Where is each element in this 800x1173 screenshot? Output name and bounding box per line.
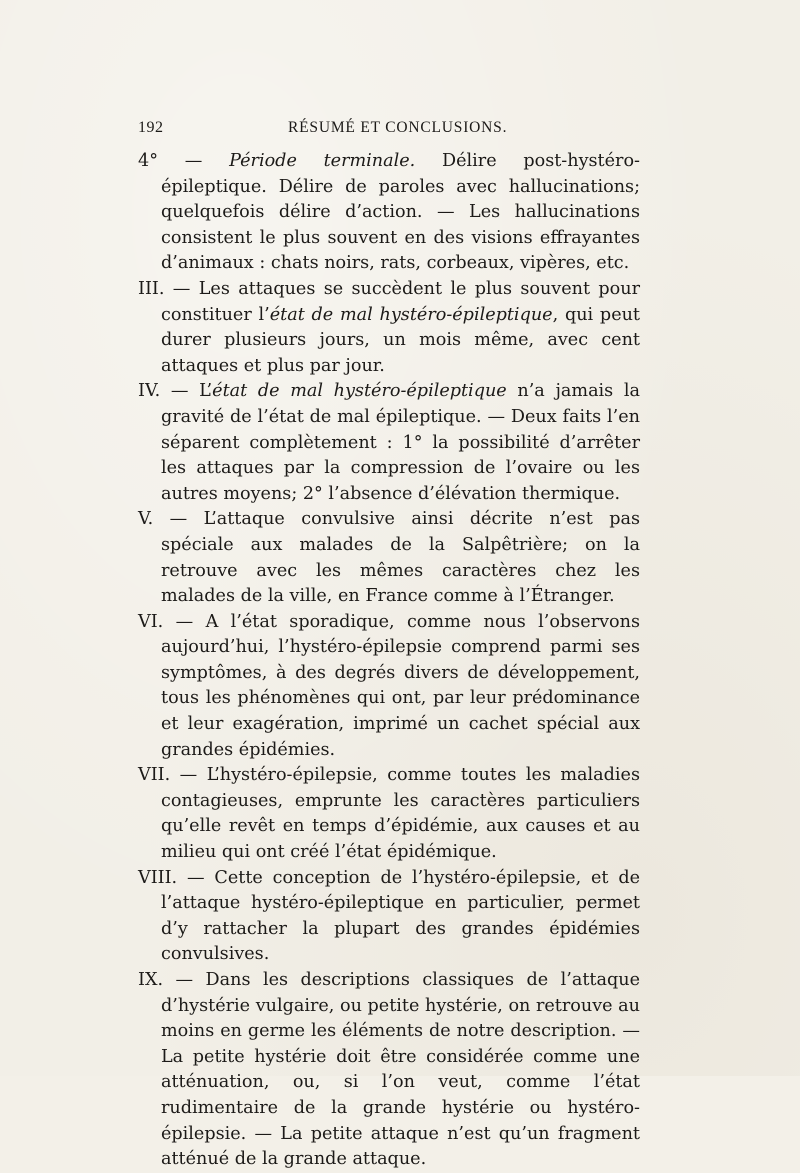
page-header (138, 119, 638, 141)
paragraph-lead: III. — (138, 278, 199, 299)
paragraph-4-periode-terminale (138, 149, 640, 277)
paragraph-text: Délire post-hystéro-épileptique. Délire de paroles avec hallucinations; quelquefois délire d’action. — Les hallucinations consistent le plus souvent en des visions effrayantes d’animaux : chats noirs, rats, corbeaux, vipères, etc. (161, 151, 640, 274)
paragraph-text: L’hystéro-épilepsie, comme toutes les maladies contagieuses, emprunte les caractères particuliers qu’elle revêt en temps d’épidémie, aux causes et au milieu qui ont créé l’état épidémique. (161, 765, 640, 863)
paragraph-text: , qui peut durer plusieurs jours, un mois même, avec cent attaques et plus par jour. (161, 304, 641, 376)
paragraph-lead: IX. — (138, 970, 206, 990)
paragraph-text: n’a jamais la gravité de l’état de mal épileptique. — Deux faits l’en séparent complètement : 1° la possibilité d’arrêter les attaques par la compression de l’ovaire ou les autres moyens; 2° l’absence d’élévation thermique. (161, 381, 640, 504)
running-title: RÉSUMÉ ET CONCLUSIONS. (288, 119, 508, 136)
emphasized-text: état de mal hystéro-épileptique (269, 304, 553, 325)
paragraph-lead: V. — (138, 509, 204, 530)
paragraph-ix (138, 968, 640, 1173)
paragraph-text-before: Les attaques se succèdent le plus souvent pour constituer l’ (161, 278, 640, 325)
paragraph-lead: 4° — (138, 151, 230, 171)
paragraph-lead: VII. — (138, 765, 207, 786)
body-text (138, 149, 640, 1173)
paragraph-iii (138, 277, 640, 379)
paragraph-viii (138, 866, 640, 968)
paragraph-lead: VI. — (138, 611, 206, 632)
paragraph-text-before: L’ (199, 381, 213, 402)
paragraph-text: Cette conception de l’hystéro-épilepsie, et de l’attaque hystéro-épileptique en particulier, permet d’y rattacher la plupart des grandes épidémies convulsives. (161, 867, 640, 965)
paragraph-vii (138, 763, 640, 865)
paragraph-iv (138, 379, 640, 507)
emphasized-text: état de mal hystéro-épileptique (212, 381, 507, 402)
paragraph-text: L’attaque convulsive ainsi décrite n’est pas spéciale aux malades de la Salpêtrière; on la retrouve avec les mêmes caractères chez les malades de la ville, en France comme à l’Étranger. (161, 509, 640, 607)
paragraph-vi (138, 610, 640, 764)
page-number: 192 (138, 119, 164, 136)
paragraph-v (138, 507, 640, 609)
paragraph-text: A l’état sporadique, comme nous l’observons aujourd’hui, l’hystéro-épilepsie comprend parmi ses symptômes, à des degrés divers de développement, tous les phénomènes qui ont, par leur prédominance et leur exagération, imprimé un cachet spécial aux grandes épidémies. (161, 611, 641, 760)
paragraph-lead: IV. — (138, 381, 200, 402)
paragraph-lead: VIII. — (138, 867, 215, 888)
emphasized-text: Période terminale. (229, 151, 416, 171)
paragraph-text: Dans les descriptions classiques de l’attaque d’hystérie vulgaire, ou petite hystérie, on retrouve au moins en germe les éléments de notre description. — La petite hystérie doit être considérée comme une atténuation, ou, si l’on veut, comme l’état rudimentaire de la grande hystérie ou hystéro-épilepsie. — La petite attaque n’est qu’un fragment atténué de la grande attaque. (161, 970, 640, 1170)
